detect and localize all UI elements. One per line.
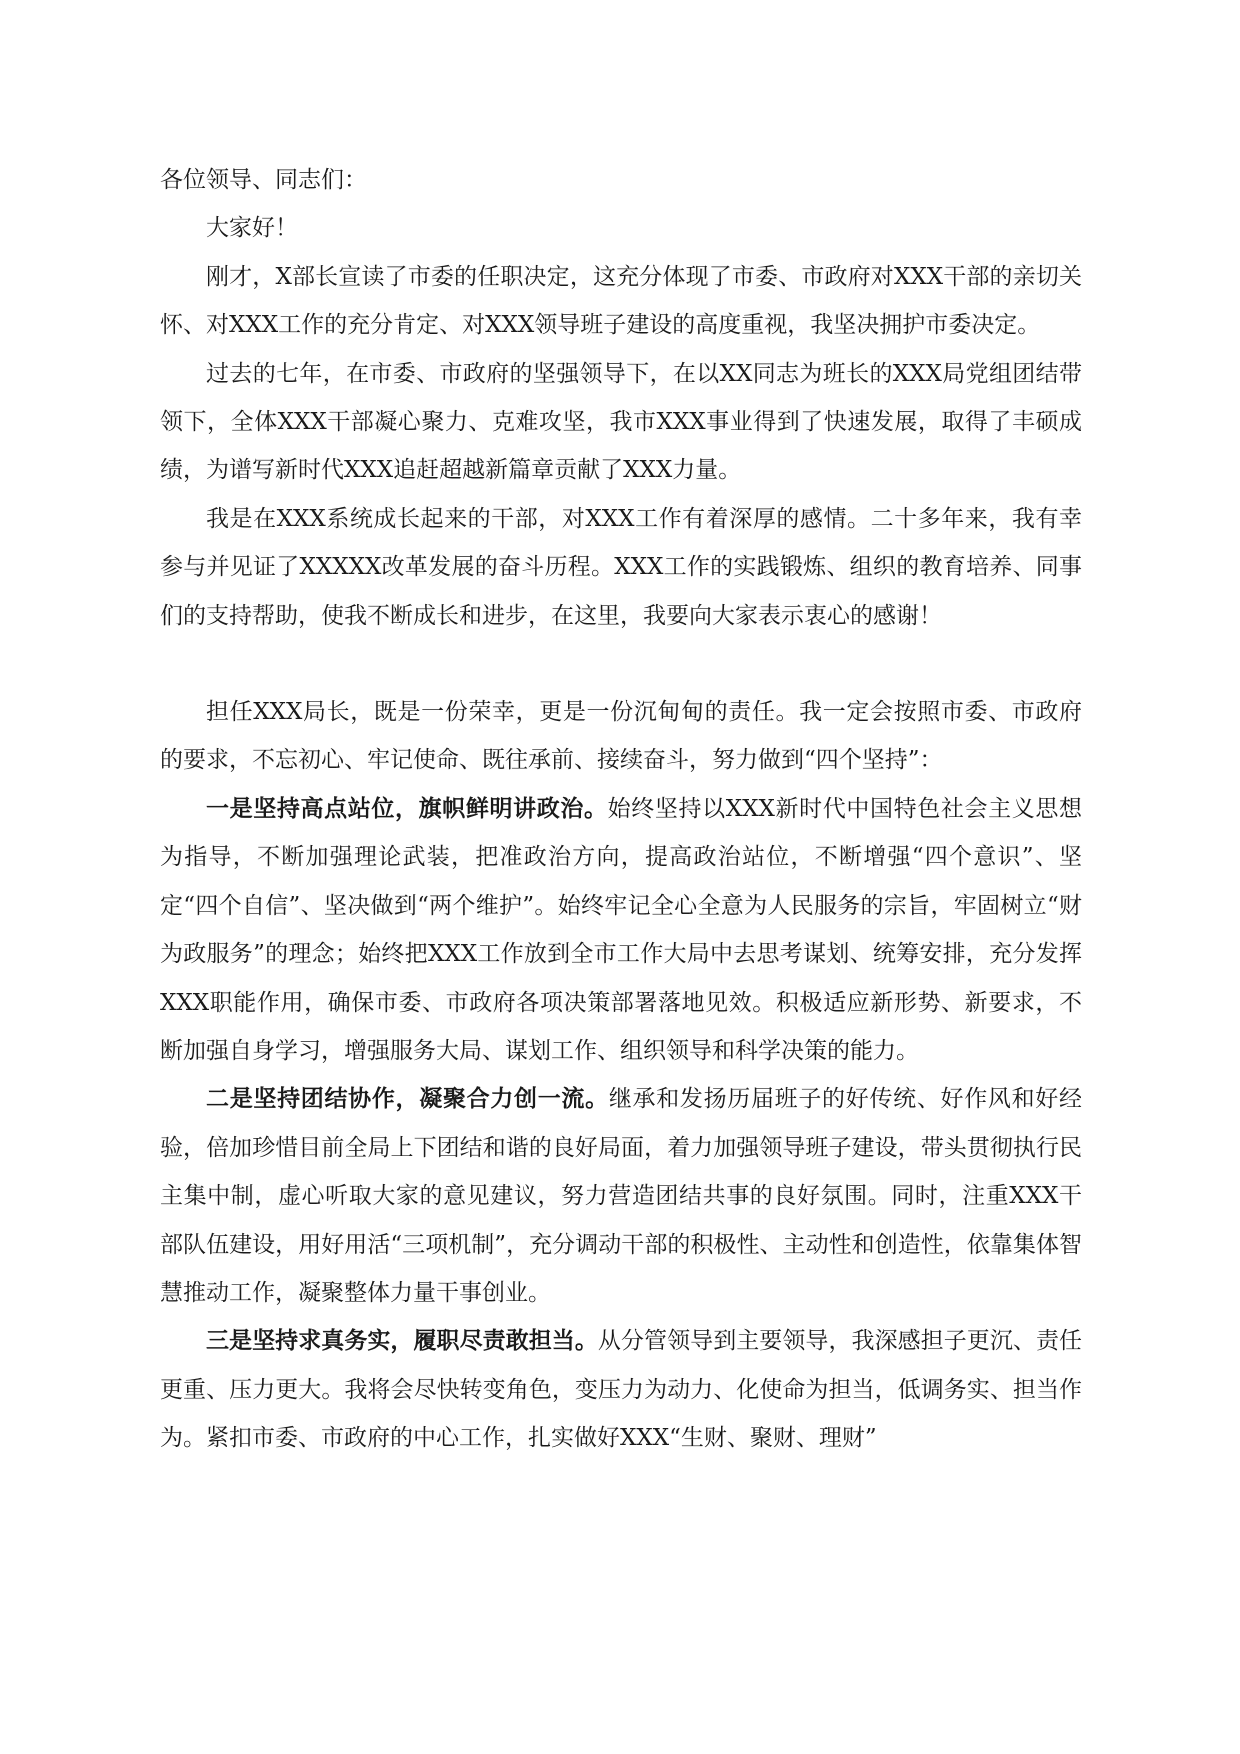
point-two xyxy=(160,1075,1082,1317)
paragraph-gratitude: 我是在XXX系统成长起来的干部，对XXX工作有着深厚的感情。二十多年来，我有幸参与并见证了XXXXX改革发展的奋斗历程。XXX工作的实践锻炼、组织的教育培养、同事们的支持帮助，使我不断成长和进步，在这里，我要向大家表示衷心的感谢！ xyxy=(160,505,1082,629)
salutation: 各位领导、同志们： xyxy=(160,167,367,193)
point-three xyxy=(160,1317,1082,1462)
greeting: 大家好！ xyxy=(206,215,298,242)
paragraph-appointment: 刚才，X部长宣读了市委的任职决定，这充分体现了市委、市政府对XXX干部的亲切关怀、对XXX工作的充分肯定、对XXX领导班子建设的高度重视，我坚决拥护市委决定。 xyxy=(160,263,1082,339)
point-one xyxy=(160,785,1082,1075)
paragraph-past-seven-years: 过去的七年，在市委、市政府的坚强领导下，在以XX同志为班长的XXX局党组团结带领下，全体XXX干部凝心聚力、克难攻坚，我市XXX事业得到了快速发展，取得了丰硕成绩，为谱写新时代XXX追赶超越新篇章贡献了XXX力量。 xyxy=(160,360,1082,484)
point-three-lead: 三是坚持求真务实，履职尽责敢担当。 xyxy=(206,1328,598,1355)
speech-body xyxy=(160,156,1082,1463)
point-two-text: 继承和发扬历届班子的好传统、好作风和好经验，倍加珍惜目前全局上下团结和谐的良好局面，着力加强领导班子建设，带头贯彻执行民主集中制，虚心听取大家的意见建议，努力营造团结共事的良好氛围。同时，注重XXX干部队伍建设，用好用活“三项机制”，充分调动干部的积极性、主动性和创造性，依靠集体智慧推动工作，凝聚整体力量干事创业。 xyxy=(160,1086,1083,1306)
point-two-lead: 二是坚持团结协作，凝聚合力创一流。 xyxy=(206,1086,609,1113)
paragraph-responsibility: 担任XXX局长，既是一份荣幸，更是一份沉甸甸的责任。我一定会按照市委、市政府的要求，不忘初心、牢记使命、既往承前、接续奋斗，努力做到“四个坚持”： xyxy=(160,699,1082,774)
point-one-text: 始终坚持以XXX新时代中国特色社会主义思想为指导，不断加强理论武装，把准政治方向，提高政治站位，不断增强“四个意识”、坚定“四个自信”、坚决做到“两个维护”。始终牢记全心全意为人民服务的宗旨，牢固树立“财为政服务”的理念；始终把XXX工作放到全市工作大局中去思考谋划、统筹安排，充分发挥XXX职能作用，确保市委、市政府各项决策部署落地见效。积极适应新形势、新要求，不断加强自身学习，增强服务大局、谋划工作、组织领导和科学决策的能力。 xyxy=(160,795,1082,1064)
point-one-lead: 一是坚持高点站位，旗帜鲜明讲政治。 xyxy=(206,795,608,822)
point-three-text: 从分管领导到主要领导，我深感担子更沉、责任更重、压力更大。我将会尽快转变角色，变压力为动力、化使命为担当，低调务实、担当作为。紧扣市委、市政府的中心工作，扎实做好XXX“生财、聚财、理财” xyxy=(160,1328,1083,1452)
